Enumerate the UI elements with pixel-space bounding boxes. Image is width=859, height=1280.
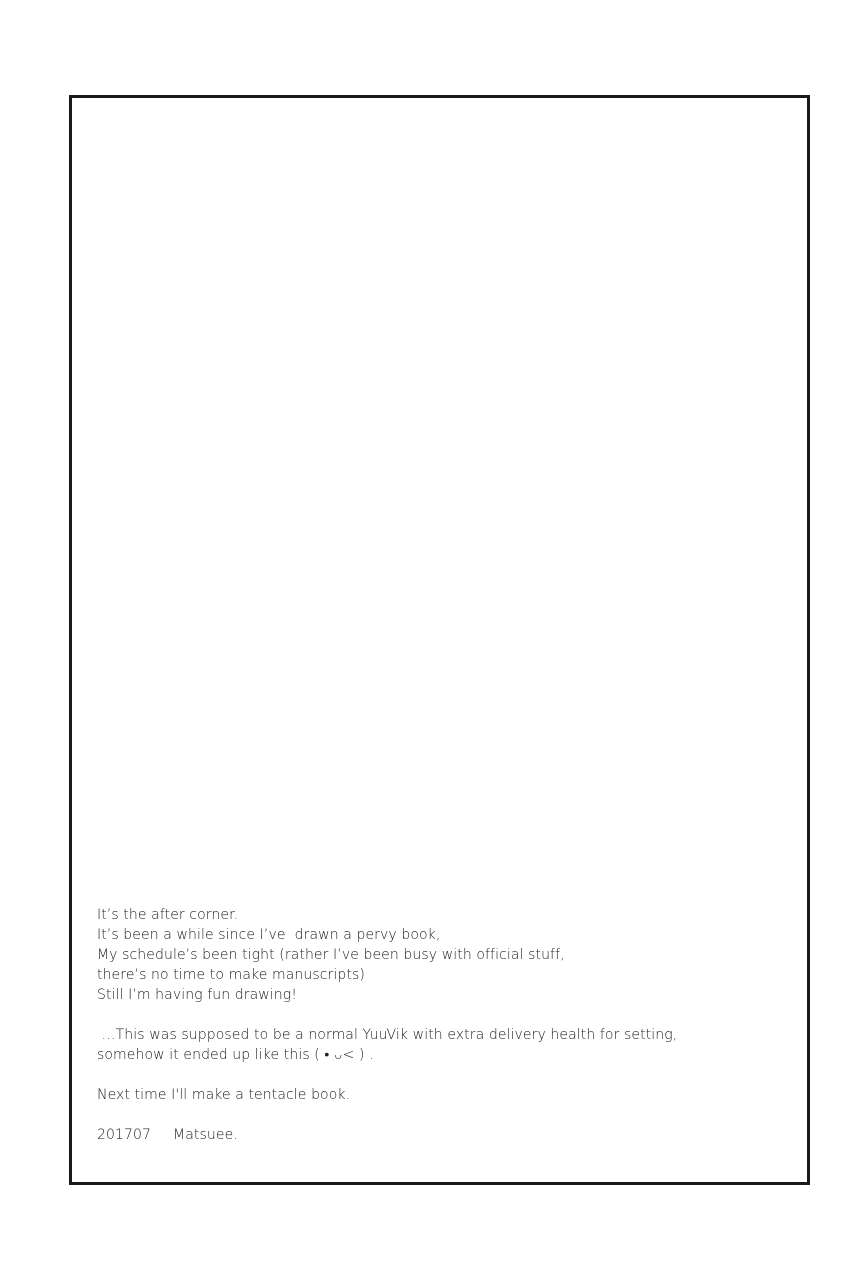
paragraph-spacer: [97, 1105, 797, 1125]
afterword-line: It’s the after corner.: [97, 907, 239, 923]
paragraph-spacer: [97, 1005, 797, 1025]
afterword-line: there’s no time to make manuscripts): [97, 967, 365, 983]
paragraph-spacer: [97, 1065, 797, 1085]
afterword-line: It’s been a while since I’ve drawn a pervy book,: [97, 927, 441, 943]
afterword-line: My schedule’s been tight (rather I’ve been busy with official stuff,: [97, 947, 565, 963]
afterword-line: …This was supposed to be a normal YuuVik with extra delivery health for setting,: [97, 1027, 678, 1043]
afterword-line: Still I’m having fun drawing!: [97, 987, 297, 1003]
afterword-line: somehow it ended up like this ( • ᴗ< ) .: [97, 1047, 374, 1063]
signature: [97, 1125, 797, 1145]
signature-author: Matsuee.: [173, 1127, 238, 1143]
afterword-line: Next time I'll make a tentacle book.: [97, 1087, 351, 1103]
afterword-text: [97, 905, 797, 1145]
signature-date: 201707: [97, 1127, 152, 1143]
